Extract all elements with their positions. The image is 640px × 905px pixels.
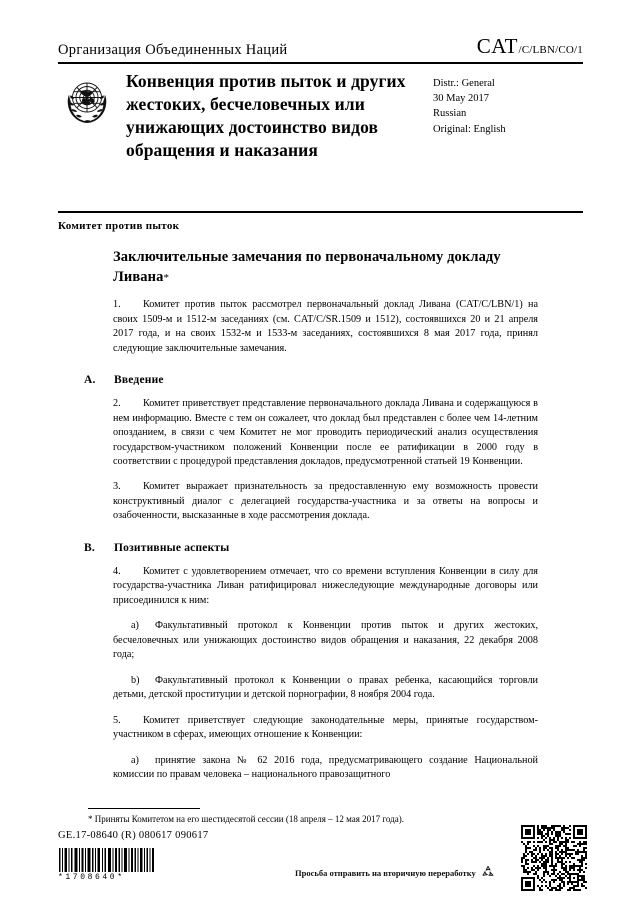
paragraph xyxy=(113,298,538,356)
paragraph xyxy=(113,565,538,608)
masthead-divider xyxy=(58,62,583,64)
paragraph xyxy=(113,480,538,523)
document-body xyxy=(58,248,538,783)
footnote-text: Приняты Комитетом на его шестидесятой сессии (18 апреля – 12 мая 2017 года). xyxy=(94,814,404,824)
subparagraph xyxy=(113,754,538,783)
paragraph-text: Факультативный протокол к Конвенции против пыток и других жестоких, бесчеловечных или унижающих достоинство видов обращения и наказания, 22 декабря 2008 года; xyxy=(113,620,538,661)
document-symbol-main: CAT xyxy=(476,34,518,58)
paragraph-number: 5. xyxy=(113,714,121,726)
page-title xyxy=(113,248,528,287)
paragraph xyxy=(113,397,538,469)
paragraph-number: 1. xyxy=(113,299,121,311)
subparagraph xyxy=(113,674,538,703)
section-title: Введение xyxy=(114,374,164,387)
subparagraph xyxy=(113,619,538,662)
masthead xyxy=(58,36,583,57)
paragraph-number: 2. xyxy=(113,398,121,410)
section-heading xyxy=(58,374,538,386)
title-block xyxy=(58,70,583,162)
paragraph-number: a) xyxy=(131,754,139,766)
paragraph-text: Комитет приветствует следующие законодательные меры, принятые государством-участником в сферах, имеющих отношение к Конвенции: xyxy=(113,714,538,741)
footnote xyxy=(88,813,518,826)
distr-date: 30 May 2017 xyxy=(433,93,489,105)
paragraph xyxy=(113,714,538,743)
page-title-text: Заключительные замечания по первоначальному докладу Ливана xyxy=(113,249,501,285)
distr-line: Distr.: General xyxy=(433,78,495,89)
organization-name: Организация Объединенных Наций xyxy=(58,41,288,58)
recycle-note-text: Просьба отправить на вторичную переработку xyxy=(295,868,476,878)
qr-code xyxy=(521,825,587,891)
paragraph-text: принятие закона № 62 2016 года, предусматривающего создание Национальной комиссии по правам человека – национального правозащитного xyxy=(113,754,538,781)
paragraph-text: Комитет приветствует представление первоначального доклада Ливана и содержащуюся в нем информацию. Вместе с тем он сожалеет, что доклад был представлен с более чем 14-летним опозданием, в связи с чем Комитет не мог проводить периодический анализ осуществления государством-участником положений Конвенции после ее ратификации в 2000 году в соответствии с процедурой представления докладов, предусмотренной статьей 19 Конвенции. xyxy=(113,398,538,467)
document-sections xyxy=(58,374,538,783)
distr-original: Original: English xyxy=(433,123,506,135)
section-letter: A. xyxy=(84,374,96,387)
convention-title: Конвенция против пыток и других жестоких, бесчеловечных или унижающих достоинство видов обращения и наказания xyxy=(126,71,406,161)
section-letter: B. xyxy=(84,541,95,554)
paragraph-text: Факультативный протокол к Конвенции о правах ребенка, касающийся торговли детьми, детской проституции и детской порнографии, 8 ноября 2004 года. xyxy=(113,674,538,701)
committee-name: Комитет против пыток xyxy=(58,220,180,232)
paragraph-number: a) xyxy=(131,620,139,632)
distribution-info xyxy=(433,76,583,137)
job-number: GE.17-08640 (R) 080617 090617 xyxy=(58,830,209,841)
paragraph-text: Комитет против пыток рассмотрел первоначальный доклад Ливана (CAT/C/LBN/1) на своих 1509-м и 1512-м заседаниях (см. CAT/C/SR.1509 и 1512), состоявшихся 20 и 21 апреля 2017 года, и на своих 1532-м и 1533-м заседаниях, состоявшихся 8 мая 2017 года, принял следующие заключительные замечания. xyxy=(113,299,538,354)
distr-language: Russian xyxy=(433,108,467,120)
recycle-note xyxy=(295,864,496,882)
un-emblem-icon xyxy=(58,72,116,130)
intro-paragraphs xyxy=(58,298,538,356)
section-title: Позитивные аспекты xyxy=(114,541,230,554)
document-symbol xyxy=(477,36,583,57)
paragraph-number: b) xyxy=(131,674,140,686)
page-title-footnote-marker: * xyxy=(163,271,170,284)
header-body-divider xyxy=(58,211,583,213)
barcode xyxy=(58,848,156,882)
paragraph-text: Комитет выражает признательность за предоставленную ему возможность провести конструктивный диалог с делегацией государства-участника и за ответы на вопросы и озабоченности, высказанные в ходе рассмотрения доклада. xyxy=(113,481,538,522)
paragraph-number: 3. xyxy=(113,481,121,493)
paragraph-text: Комитет с удовлетворением отмечает, что со времени вступления Конвенции в силу для государства-участника Ливан ратифицировал нижеследующие международные договоры или присоединился к ним: xyxy=(113,565,538,606)
barcode-digits: *1708640* xyxy=(58,873,125,882)
section-heading xyxy=(58,542,538,554)
footnote-marker: * xyxy=(88,814,93,824)
recycle-icon xyxy=(480,864,496,882)
document-symbol-suffix: /C/LBN/CO/1 xyxy=(518,44,583,56)
paragraph-number: 4. xyxy=(113,565,121,577)
footnote-divider xyxy=(88,808,200,809)
